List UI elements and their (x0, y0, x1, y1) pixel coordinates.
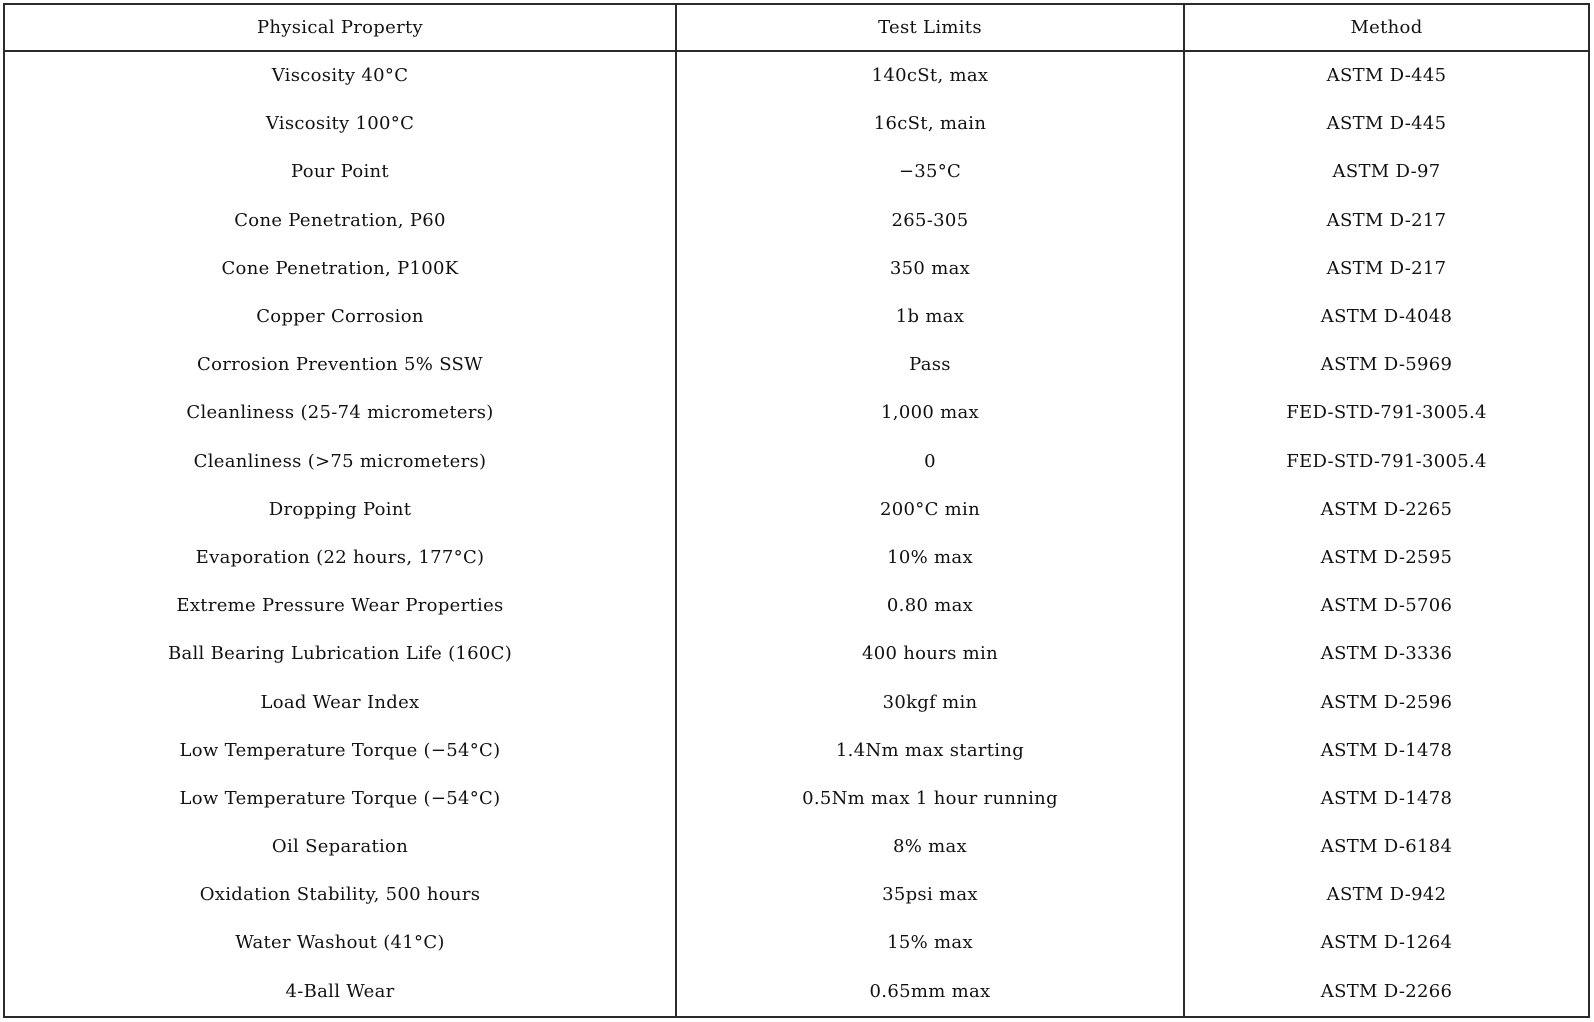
method-cell: ASTM D-97 (1184, 148, 1588, 196)
table-header (5, 5, 1588, 51)
method-cell: ASTM D-2595 (1184, 534, 1588, 582)
table-row (5, 389, 1588, 437)
test-limit-cell: 140cSt, max (676, 51, 1184, 100)
property-cell: Water Washout (41°C) (235, 932, 445, 954)
table-row (5, 823, 1588, 871)
property-cell: Load Wear Index (260, 691, 420, 713)
property-cell: Oxidation Stability, 500 hours (199, 884, 481, 906)
test-limit-cell: 1b max (676, 293, 1184, 341)
test-limit-cell: 1.4Nm max starting (676, 727, 1184, 775)
method-cell: ASTM D-2265 (1184, 486, 1588, 534)
method-cell: ASTM D-1478 (1184, 775, 1588, 823)
property-cell: Low Temperature Torque (−54°C) (179, 739, 501, 761)
property-cell: Oil Separation (271, 836, 409, 858)
table-row (5, 871, 1588, 919)
table-row (5, 727, 1588, 775)
method-cell: ASTM D-217 (1184, 197, 1588, 245)
property-cell: Viscosity 40°C (271, 65, 409, 87)
test-limit-cell: 200°C min (676, 486, 1184, 534)
test-limit-cell: 0 (676, 438, 1184, 486)
property-cell: Cone Penetration, P60 (234, 209, 446, 231)
test-limit-cell: 0.65mm max (676, 968, 1184, 1016)
property-cell: Ball Bearing Lubrication Life (160C) (167, 643, 513, 665)
test-limit-cell: −35°C (676, 148, 1184, 196)
property-cell: Extreme Pressure Wear Properties (176, 595, 504, 617)
method-cell: ASTM D-445 (1184, 100, 1588, 148)
header-row (5, 5, 1588, 51)
method-cell: ASTM D-6184 (1184, 823, 1588, 871)
method-cell: ASTM D-1264 (1184, 919, 1588, 967)
method-cell: ASTM D-2596 (1184, 678, 1588, 726)
test-limit-cell: Pass (676, 341, 1184, 389)
test-limit-cell: 350 max (676, 245, 1184, 293)
table-row (5, 582, 1588, 630)
table-row (5, 51, 1588, 100)
method-cell: ASTM D-217 (1184, 245, 1588, 293)
test-limit-cell: 1,000 max (676, 389, 1184, 437)
property-cell: Pour Point (291, 161, 389, 183)
header-method: Method (1184, 5, 1588, 51)
table-row (5, 100, 1588, 148)
property-cell: Copper Corrosion (256, 306, 424, 328)
property-cell: Corrosion Prevention 5% SSW (197, 354, 483, 376)
table-row (5, 148, 1588, 196)
table-row (5, 486, 1588, 534)
test-limit-cell: 30kgf min (676, 678, 1184, 726)
header-physical-property: Physical Property (5, 5, 676, 51)
method-cell: ASTM D-942 (1184, 871, 1588, 919)
property-cell: Cleanliness (>75 micrometers) (193, 450, 487, 472)
method-cell: ASTM D-4048 (1184, 293, 1588, 341)
property-cell: Cleanliness (25-74 micrometers) (186, 402, 494, 424)
table-row (5, 293, 1588, 341)
property-table-frame (3, 3, 1590, 1018)
table-body (5, 51, 1588, 1016)
method-cell: ASTM D-5706 (1184, 582, 1588, 630)
table-row (5, 968, 1588, 1016)
test-limit-cell: 8% max (676, 823, 1184, 871)
property-cell: Viscosity 100°C (265, 113, 415, 135)
table-row (5, 678, 1588, 726)
method-cell: ASTM D-3336 (1184, 630, 1588, 678)
method-cell: ASTM D-1478 (1184, 727, 1588, 775)
property-cell: Evaporation (22 hours, 177°C) (195, 546, 485, 568)
table-row (5, 919, 1588, 967)
test-limit-cell: 35psi max (676, 871, 1184, 919)
test-limit-cell: 265-305 (676, 197, 1184, 245)
table-row (5, 534, 1588, 582)
table-row (5, 341, 1588, 389)
test-limit-cell: 0.5Nm max 1 hour running (676, 775, 1184, 823)
table-row (5, 197, 1588, 245)
test-limit-cell: 15% max (676, 919, 1184, 967)
method-cell: ASTM D-2266 (1184, 968, 1588, 1016)
test-limit-cell: 0.80 max (676, 582, 1184, 630)
test-limit-cell: 400 hours min (676, 630, 1184, 678)
property-cell: Dropping Point (268, 498, 412, 520)
method-cell: ASTM D-5969 (1184, 341, 1588, 389)
method-cell: FED-STD-791-3005.4 (1184, 438, 1588, 486)
test-limit-cell: 10% max (676, 534, 1184, 582)
table-row (5, 438, 1588, 486)
property-table (5, 5, 1588, 1016)
table-row (5, 775, 1588, 823)
method-cell: FED-STD-791-3005.4 (1184, 389, 1588, 437)
property-cell: Cone Penetration, P100K (221, 257, 459, 279)
table-row (5, 245, 1588, 293)
header-test-limits: Test Limits (676, 5, 1184, 51)
test-limit-cell: 16cSt, main (676, 100, 1184, 148)
table-row (5, 630, 1588, 678)
method-cell: ASTM D-445 (1184, 51, 1588, 100)
property-cell: 4-Ball Wear (285, 980, 395, 1002)
property-cell: Low Temperature Torque (−54°C) (179, 787, 501, 809)
